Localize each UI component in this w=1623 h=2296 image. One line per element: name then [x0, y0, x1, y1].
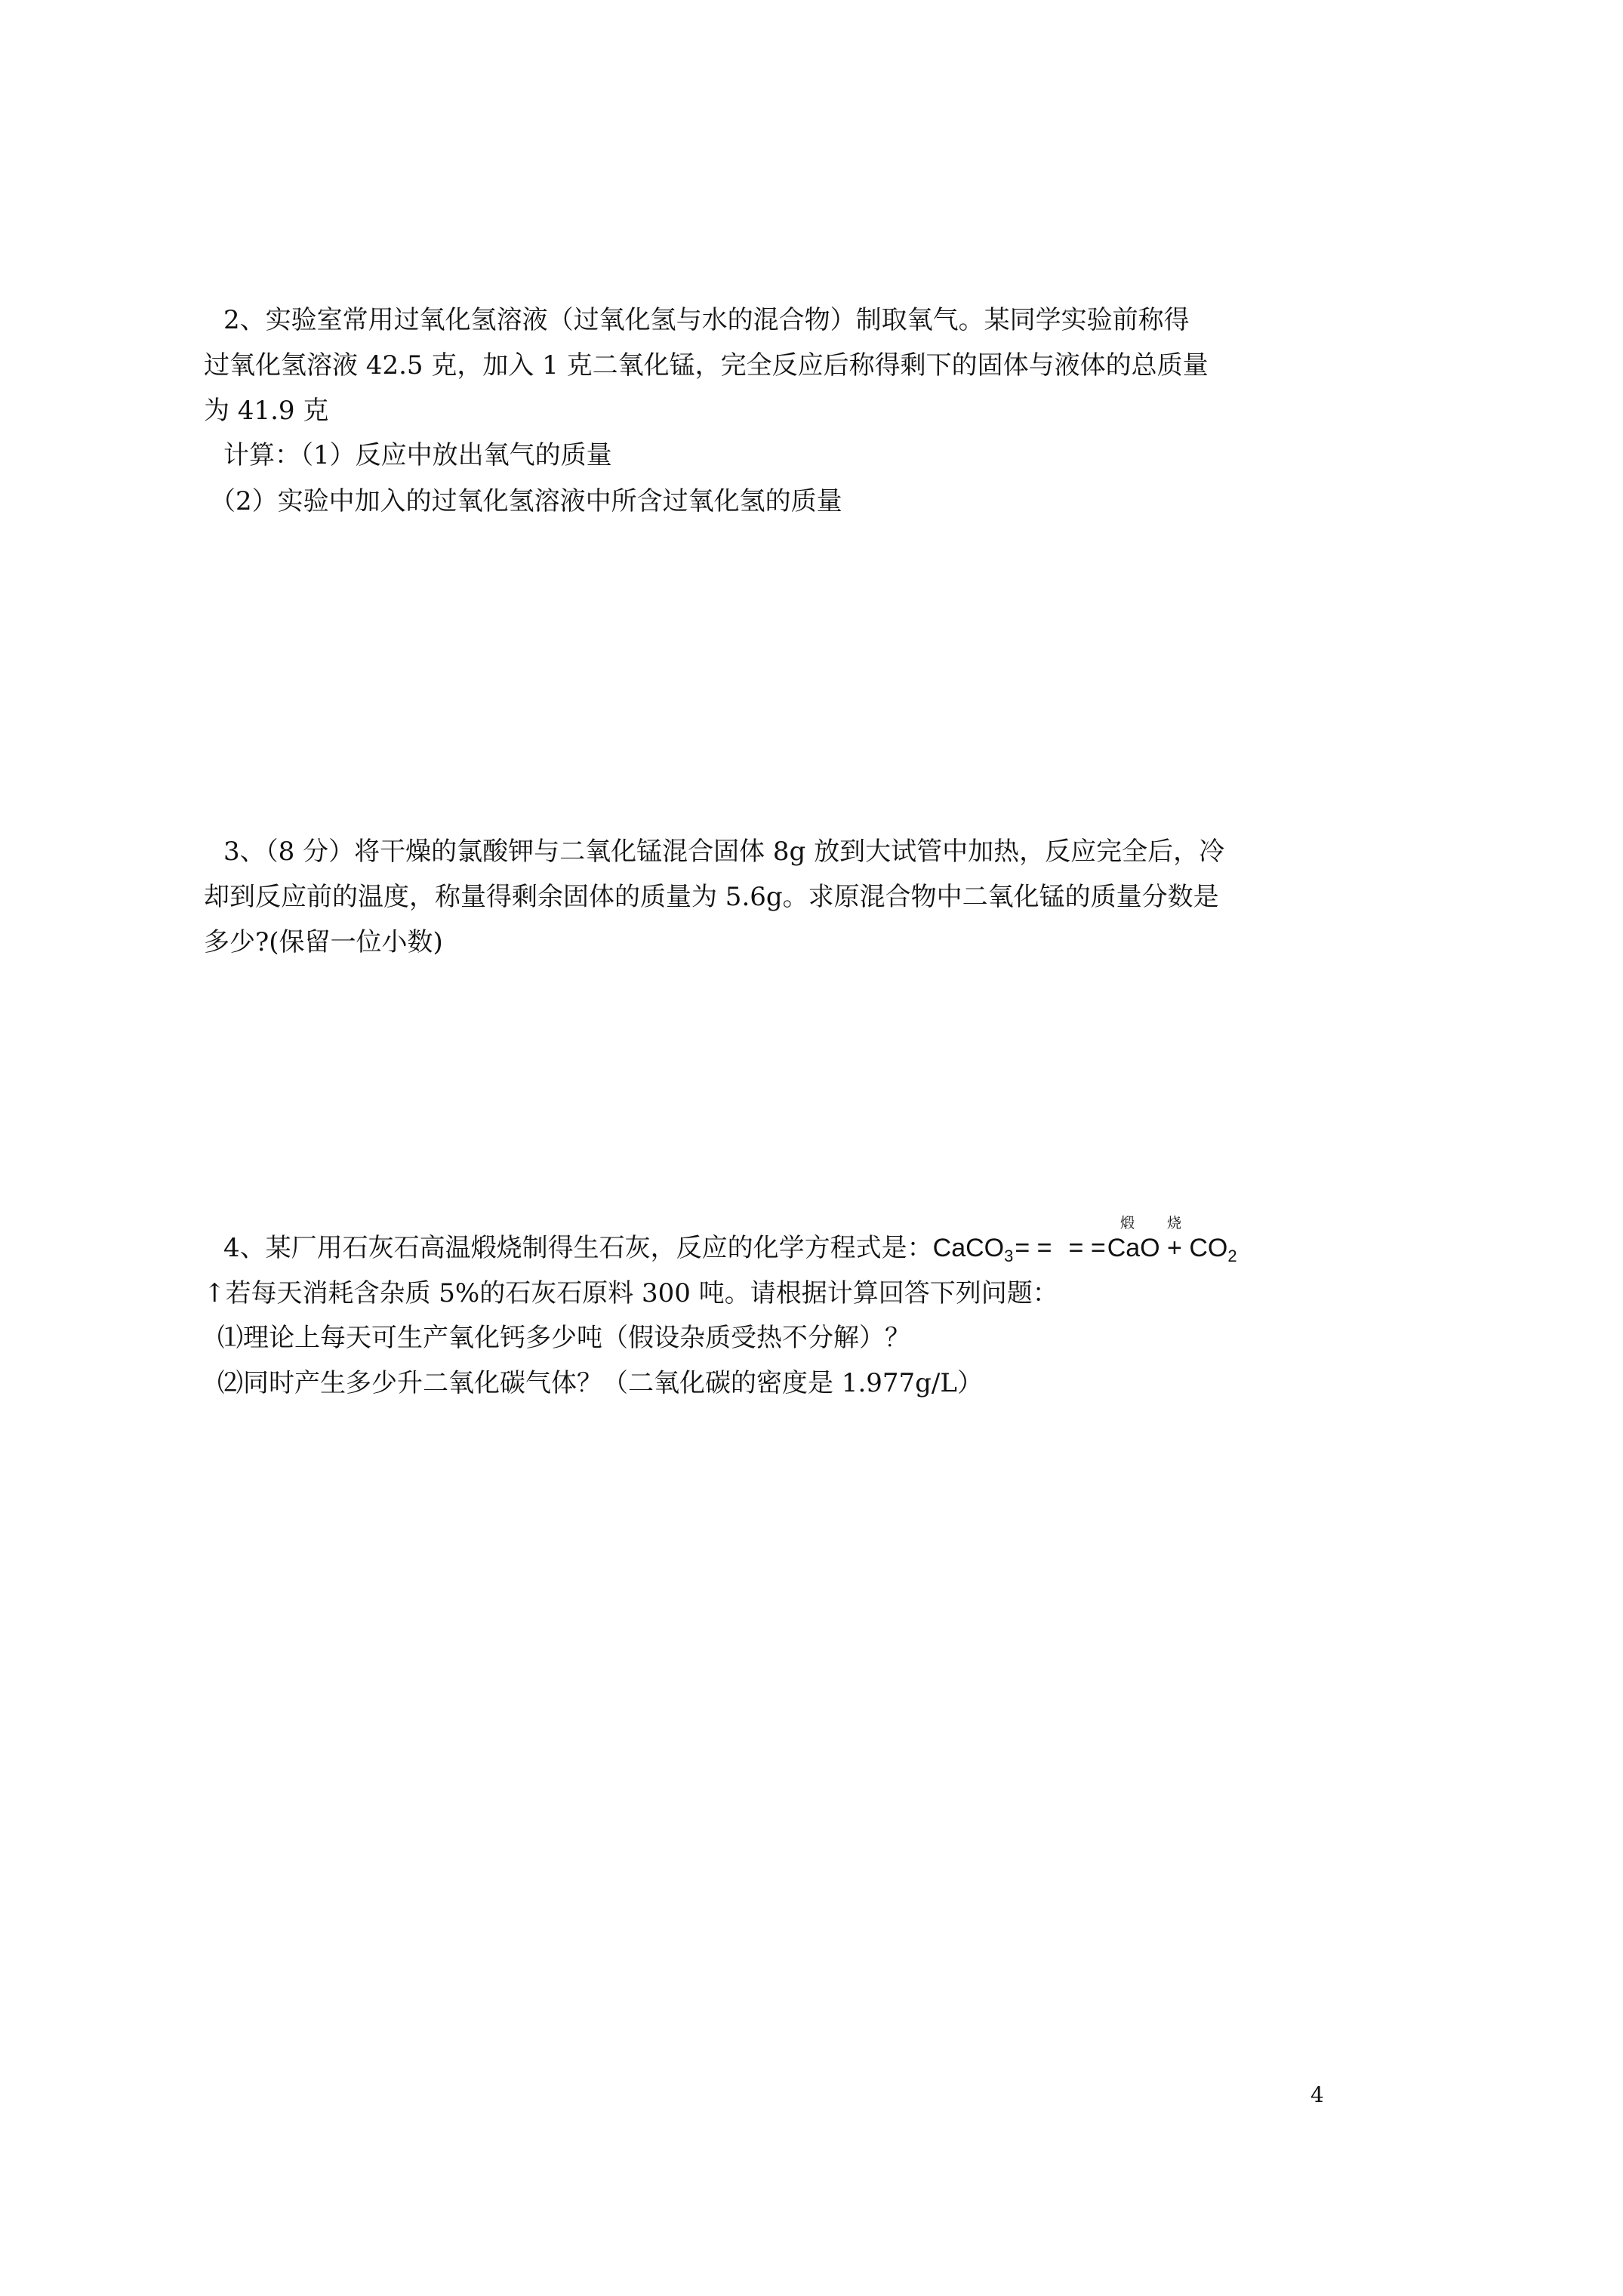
q4-line-1-text: 4、某厂用石灰石高温煅烧制得生石灰，反应的化学方程式是： — [223, 1233, 933, 1263]
q2-line-2: 过氧化氢溶液 42.5 克，加入 1 克二氧化锰，完全反应后称得剩下的固体与液体的总质量 — [204, 350, 1209, 381]
page-number: 4 — [1310, 2082, 1324, 2107]
equation-equals-2: = = — [1068, 1234, 1106, 1262]
q3-line-3: 多少?(保留一位小数) — [204, 927, 443, 957]
chemical-equation — [932, 1234, 1237, 1265]
equation-product: CaO + CO — [1107, 1234, 1228, 1262]
equation-product-subscript: 2 — [1227, 1247, 1237, 1265]
equation-reactant-subscript: 3 — [1004, 1247, 1014, 1265]
q2-line-5: （2）实验中加入的过氧化氢溶液中所含过氧化氢的质量 — [210, 486, 842, 516]
q2-line-1: 2、实验室常用过氧化氢溶液（过氧化氢与水的混合物）制取氧气。某同学实验前称得 — [223, 305, 1190, 335]
equation-reactant: CaCO — [932, 1234, 1005, 1262]
q4-line-1 — [223, 1231, 1237, 1265]
equation-equals-1: = = — [1015, 1234, 1052, 1262]
q4-line-2: ↑若每天消耗含杂质 5%的石灰石原料 300 吨。请根据计算回答下列问题： — [204, 1278, 1058, 1308]
q3-line-1: 3、（8 分）将干燥的氯酸钾与二氧化锰混合固体 8g 放到大试管中加热，反应完全后，冷 — [223, 837, 1225, 867]
q4-line-4: ⑵同时产生多少升二氧化碳气体？（二氧化碳的密度是 1.977g/L） — [217, 1368, 983, 1398]
q3-line-2: 却到反应前的温度，称量得剩余固体的质量为 5.6g。求原混合物中二氧化锰的质量分数是 — [204, 882, 1219, 912]
q4-line-3: ⑴理论上每天可生产氧化钙多少吨（假设杂质受热不分解）？ — [217, 1323, 910, 1353]
q2-line-4: 计算：（1）反应中放出氧气的质量 — [223, 440, 612, 470]
reaction-condition-char-2: 烧 — [1167, 1215, 1182, 1231]
q2-line-3: 为 41.9 克 — [204, 396, 329, 426]
reaction-condition-char-1: 煅 — [1120, 1215, 1135, 1231]
